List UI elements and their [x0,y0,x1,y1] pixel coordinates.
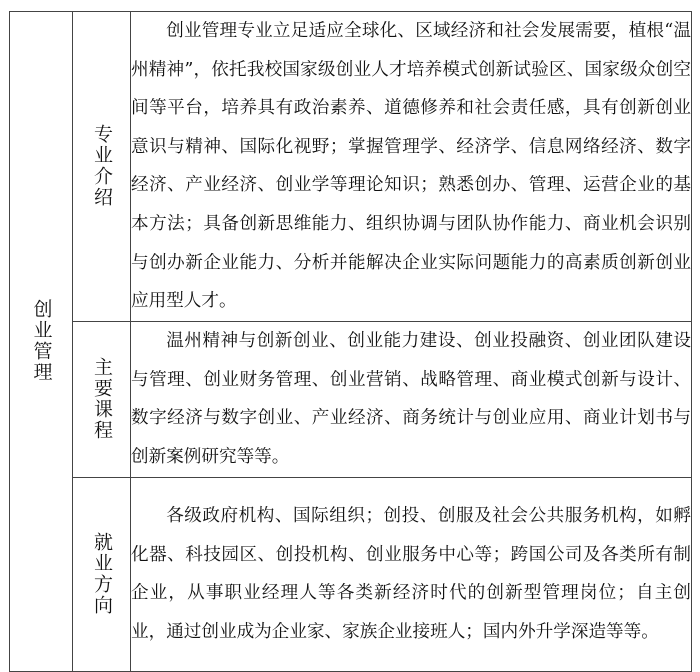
table-row-careers [10,477,692,671]
major-info-table [9,11,692,672]
section-body-courses: 温州精神与创新创业、创业能力建设、创业投融资、创业团队建设与管理、创业财务管理、创业营销、战略管理、商业模式创新与设计、数字经济与数字创业、产业经济、商务统计与创业应用、商业计划书与创新案例研究等等。 [131,321,692,477]
major-name-cell [10,12,73,672]
section-title-careers: 就业方向 [91,532,113,617]
section-title-introduction: 专业介绍 [91,124,113,209]
section-body-careers: 各级政府机构、国际组织；创投、创服及社会公共服务机构，如孵化器、科技园区、创投机构、创业服务中心等；跨国公司及各类所有制企业，从事职业经理人等各类新经济时代的创新型管理岗位；自主创业，通过创业成为企业家、家族企业接班人；国内外升学深造等等。 [131,477,692,671]
table-row-introduction [10,12,692,322]
section-body-introduction: 创业管理专业立足适应全球化、区域经济和社会发展需要，植根“温州精神”，依托我校国家级创业人才培养模式创新试验区、国家级众创空间等平台，培养具有政治素养、道德修养和社会责任感，具有创新创业意识与精神、国际化视野；掌握管理学、经济学、信息网络经济、数字经济、产业经济、创业学等理论知识；熟悉创办、管理、运营企业的基本方法；具备创新思维能力、组织协调与团队协作能力、商业机会识别与创办新企业能力、分析并能解决企业实际问题能力的高素质创新创业应用型人才。 [131,12,692,322]
section-title-cell-careers [73,477,131,671]
major-name: 创业管理 [30,299,53,384]
section-title-cell-introduction [73,12,131,322]
section-title-cell-courses [73,321,131,477]
section-title-courses: 主要课程 [91,357,113,442]
table-row-courses [10,321,692,477]
